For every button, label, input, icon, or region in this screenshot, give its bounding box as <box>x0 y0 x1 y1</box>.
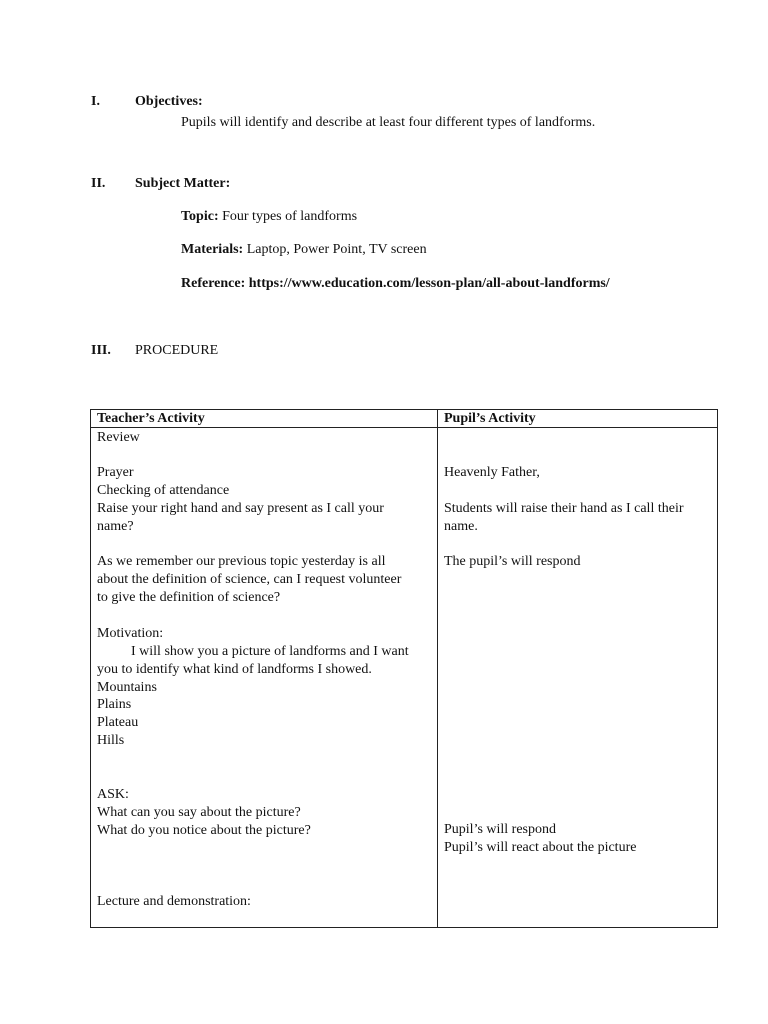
objectives-text: Pupils will identify and describe at least four different types of landforms. <box>181 115 596 130</box>
teacher-line: Raise your right hand and say present as I call your <box>97 501 384 516</box>
teacher-line: Plains <box>97 697 132 712</box>
topic-value: Four types of landforms <box>222 209 358 224</box>
header-pupil-activity: Pupil’s Activity <box>444 411 536 426</box>
pupil-line: Heavenly Father, <box>444 465 540 480</box>
pupil-line: name. <box>444 519 478 534</box>
teacher-line: name? <box>97 519 134 534</box>
teacher-line: What do you notice about the picture? <box>97 823 311 838</box>
section-number-objectives: I. <box>91 94 100 109</box>
teacher-line: Mountains <box>97 680 157 695</box>
teacher-line: Lecture and demonstration: <box>97 894 251 909</box>
teacher-line: As we remember our previous topic yesterday is all <box>97 554 386 569</box>
teacher-line: ASK: <box>97 787 129 802</box>
reference-link[interactable]: https://www.education.com/lesson-plan/all-about-landforms/ <box>248 276 610 291</box>
materials-line <box>181 241 427 259</box>
teacher-line: Prayer <box>97 465 134 480</box>
column-divider <box>437 410 438 927</box>
teacher-line: Motivation: <box>97 626 164 641</box>
teacher-line: I will show you a picture of landforms and I want <box>131 644 409 659</box>
reference-label: Reference: <box>181 276 246 291</box>
header-teacher-activity: Teacher’s Activity <box>97 411 205 426</box>
reference-line <box>181 275 610 293</box>
teacher-line: about the definition of science, can I request volunteer <box>97 572 402 587</box>
teacher-line: Plateau <box>97 715 139 730</box>
topic-label: Topic: <box>181 209 219 224</box>
pupil-line: The pupil’s will respond <box>444 554 581 569</box>
teacher-line: Review <box>97 430 140 445</box>
section-title-objectives: Objectives: <box>135 94 203 109</box>
pupil-line: Students will raise their hand as I call their <box>444 501 684 516</box>
procedure-table <box>90 409 718 928</box>
section-number-subject-matter: II. <box>91 176 106 191</box>
teacher-line: Checking of attendance <box>97 483 230 498</box>
pupil-line: Pupil’s will react about the picture <box>444 840 637 855</box>
materials-label: Materials: <box>181 242 244 257</box>
topic-line <box>181 208 357 226</box>
teacher-line: to give the definition of science? <box>97 590 281 605</box>
teacher-line: What can you say about the picture? <box>97 805 301 820</box>
pupil-line: Pupil’s will respond <box>444 822 557 837</box>
teacher-line: Hills <box>97 733 125 748</box>
materials-value: Laptop, Power Point, TV screen <box>246 242 427 257</box>
section-title-procedure: PROCEDURE <box>135 343 219 358</box>
section-title-subject-matter: Subject Matter: <box>135 176 231 191</box>
section-number-procedure: III. <box>91 343 111 358</box>
teacher-line: you to identify what kind of landforms I showed. <box>97 662 372 677</box>
